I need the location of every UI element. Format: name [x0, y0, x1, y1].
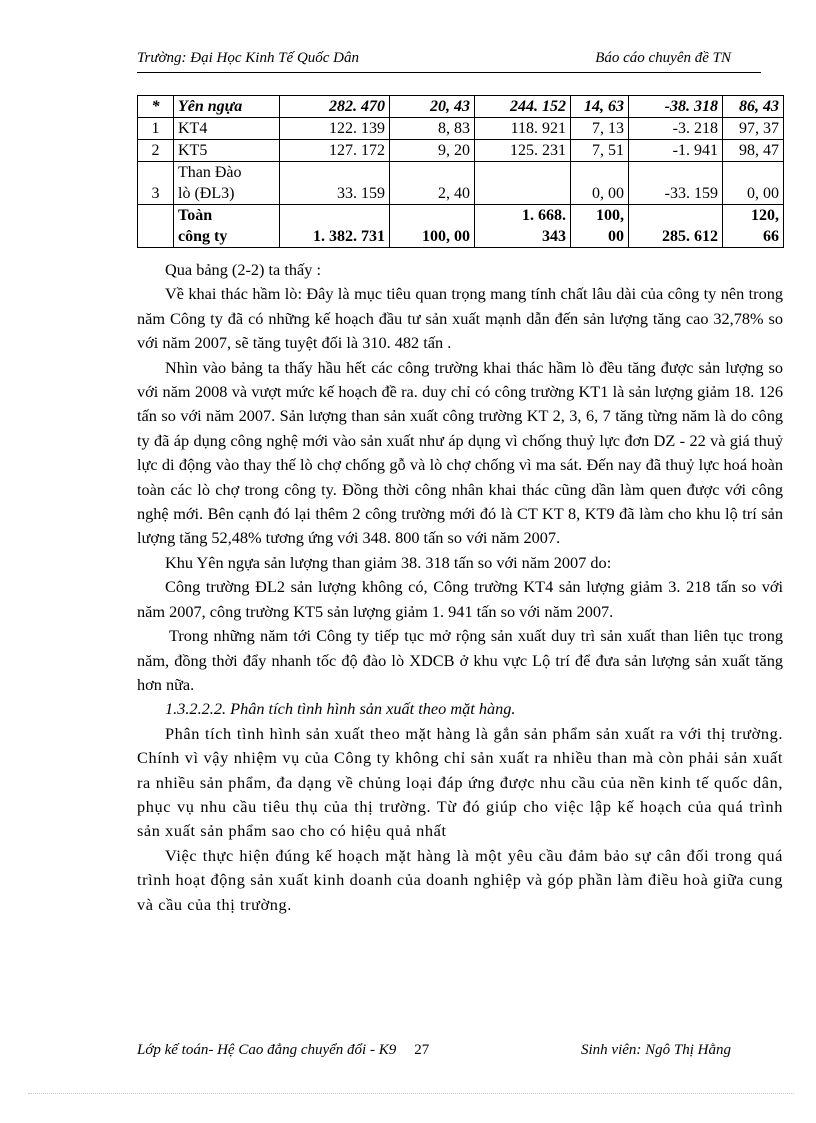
header-report-title: Báo cáo chuyên đề TN	[595, 50, 731, 66]
table-row-than-dao-lo: 3 Than Đào lò (ĐL3) 33. 159 2, 40 0, 00 -33. 159 0, 00	[138, 162, 784, 205]
paragraph-intro: Qua bảng (2-2) ta thấy :	[165, 260, 321, 279]
paragraph-product-analysis: Phân tích tình hình sản xuất theo mặt hàng là gắn sản phẩm sản xuất ra với thị trường. Chính vì vậy nhiệm vụ của Công ty không chỉ sản xuất ra nhiều than mà còn phải sản xuất ra nhiều sản phẩm, đa dạng về chủng loại đáp ứng được nhu cầu của nền kinh tế quốc dân, phục vụ nhu cầu tiêu thụ của thị trường. Từ đó giúp cho việc lập kế hoạch của quá trình sản xuất sản phẩm sao cho có hiệu quả nhất	[137, 723, 783, 841]
table-row-kt5: 2 KT5 127. 172 9, 20 125. 231 7, 51 -1. 941 98, 47	[138, 140, 784, 162]
paragraph-mining: Về khai thác hầm lò: Đây là mục tiêu quan trọng mang tính chất lâu dài của công ty nên trong năm Công ty đã có những kế hoạch đầu tư sản xuất mạnh dẫn đến sản lượng tăng cao 32,78% so với năm 2007, sẽ tăng tuyệt đối là 310. 482 tấn .	[137, 284, 783, 353]
body-text	[137, 258, 783, 917]
table-row-yen-ngua: * Yên ngựa 282. 470 20, 43 244. 152 14, 63 -38. 318 86, 43	[138, 96, 784, 118]
paragraph-product-plan: Việc thực hiện đúng kế hoạch mặt hàng là một yêu cầu đảm bảo sự cân đối trong quá trình hoạt động sản xuất kinh doanh của doanh nghiệp và góp phần làm điều hoà giữa cung và cầu của thị trường.	[137, 845, 783, 914]
paragraph-future: Trong những năm tới Công ty tiếp tục mở rộng sản xuất duy trì sản xuất than liên tục trong năm, đồng thời đẩy nhanh tốc độ đào lò XDCB ở khu vực Lộ trí để đưa sản lượng sản xuất tăng hơn nữa.	[137, 626, 783, 694]
footer-class: Lớp kế toán- Hệ Cao đẳng chuyển đổi - K9 27	[137, 1042, 430, 1058]
table-row-total: Toàn công ty 1. 382. 731 100, 00 1. 668. 343 100, 00 285. 612 120, 66	[138, 205, 784, 248]
paragraph-dl2: Công trường ĐL2 sản lượng không có, Công trường KT4 sản lượng giảm 3. 218 tấn so với năm 2007, công trường KT5 sản lượng giảm 1. 941 tấn so với năm 2007.	[137, 577, 783, 621]
bottom-divider	[28, 1093, 794, 1094]
production-table	[137, 95, 784, 248]
section-heading: 1.3.2.2.2. Phân tích tình hình sản xuất theo mặt hàng.	[165, 699, 516, 719]
page-number: 27	[414, 1042, 430, 1058]
table-row-kt4: 1 KT4 122. 139 8, 83 118. 921 7, 13 -3. 218 97, 37	[138, 118, 784, 140]
paragraph-analysis: Nhìn vào bảng ta thấy hầu hết các công trường khai thác hầm lò đều tăng được sản lượng so với năm 2008 và vượt mức kế hoạch đề ra. duy chỉ có công trường KT1 là sản lượng giảm 18. 126 tấn so với năm 2007. Sản lượng than sản xuất công trường KT 2, 3, 6, 7 tăng từng năm là do công ty đã áp dụng công nghệ mới vào sản xuất như áp dụng vì chống thuỷ lực đơn DZ - 22 và giá thuỷ lực di động vào thay thế lò chợ chống gỗ và lò chợ chống vì ma sát. Đến nay đã thuỷ lực hoá hoàn toàn các lò chợ trong công ty. Đồng thời công nhân khai thác cũng dần làm quen được với công nghệ mới. Bên cạnh đó lại thêm 2 công trường mới đó là CT KT 8, KT9 đã làm cho khu lộ trí sản lượng tăng 52,48% tương ứng với 348. 800 tấn so với năm 2007.	[137, 357, 783, 548]
page-header	[137, 48, 761, 73]
paragraph-yen-ngua: Khu Yên ngựa sản lượng than giảm 38. 318 tấn so với năm 2007 do:	[165, 552, 612, 572]
header-school: Trường: Đại Học Kinh Tế Quốc Dân	[137, 50, 360, 66]
footer-student: Sinh viên: Ngô Thị Hằng	[581, 1042, 731, 1058]
